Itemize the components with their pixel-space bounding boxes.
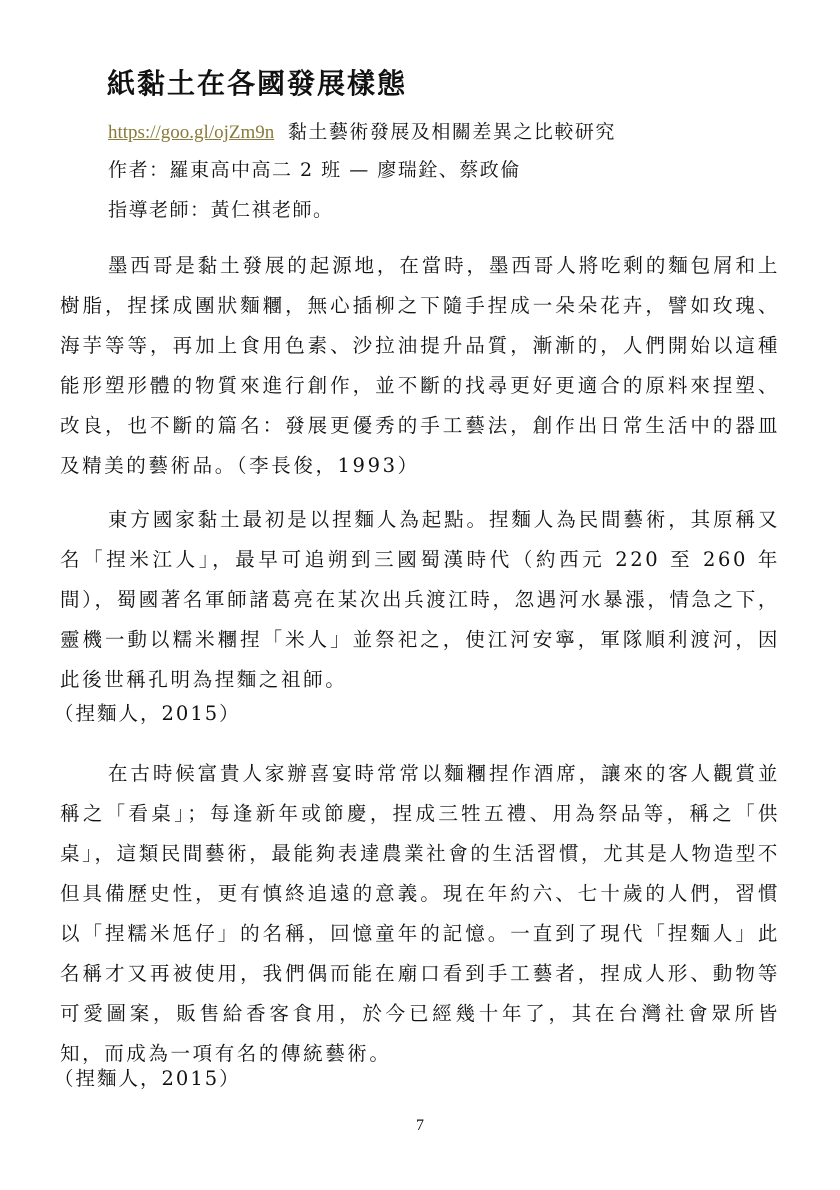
source-title: 黏土藝術發展及相關差異之比較研究 (287, 121, 616, 143)
advisor-line: 指導老師：黃仁祺老師。 (108, 199, 334, 221)
paragraph-mexico: 墨西哥是黏土發展的起源地，在當時，墨西哥人將吃剩的麵包屑和上樹脂，捏揉成團狀麵糰，無心插柳之下隨手捏成一朵朵花卉，譬如玫瑰、海芋等等，再加上食用色素、沙拉油提升品質，漸漸的，人們開始以這種能形塑形體的物質來進行創作，並不斷的找尋更好更適合的原料來捏塑、改良，也不斷的篇名：發展更優秀的手工藝法，創作出日常生活中的器皿及精美的藝術品。（李長俊，1993） (60, 254, 780, 477)
source-link[interactable]: https://goo.gl/ojZm9n (108, 122, 275, 143)
author-line: 作者：羅東高中高二 2 班 — 廖瑞銓、蔡政倫 (108, 159, 521, 181)
citation-east-asia: （捏麵人，2015） (54, 702, 241, 725)
paragraph-taiwan: 在古時候富貴人家辦喜宴時常常以麵糰捏作酒席，讓來的客人觀賞並稱之「看桌」；每逢新年或節慶，捏成三牲五禮、用為祭品等，稱之「供桌」，這類民間藝術，最能夠表達農業社會的生活習慣，尤其是人物造型不但具備歷史性，更有慎終追遠的意義。現在年約六、七十歲的人們，習慣以「捏糯米尪仔」的名稱，回憶童年的記憶。一直到了現代「捏麵人」此名稱才又再被使用，我們偶而能在廟口看到手工藝者，捏成人形、動物等可愛圖案，販售給香客食用，於今已經幾十年了，其在台灣社會眾所皆知，而成為一項有名的傳統藝術。 (60, 762, 780, 1065)
page-title: 紙黏土在各國發展樣態 (107, 67, 408, 100)
source-line (108, 117, 616, 144)
citation-taiwan: （捏麵人，2015） (54, 1067, 241, 1090)
paragraph-east-asia: 東方國家黏土最初是以捏麵人為起點。捏麵人為民間藝術，其原稱又名「捏米江人」，最早可追朔到三國蜀漢時代（約西元 220 至 260 年間），蜀國著名軍師諸葛亮在某次出兵渡江時，忽遇河水暴漲，情急之下，靈機一動以糯米糰捏「米人」並祭祀之，使江河安寧，軍隊順利渡河，因此後世稱孔明為捏麵之祖師。 (60, 508, 780, 691)
page-number: 7 (416, 1117, 424, 1134)
